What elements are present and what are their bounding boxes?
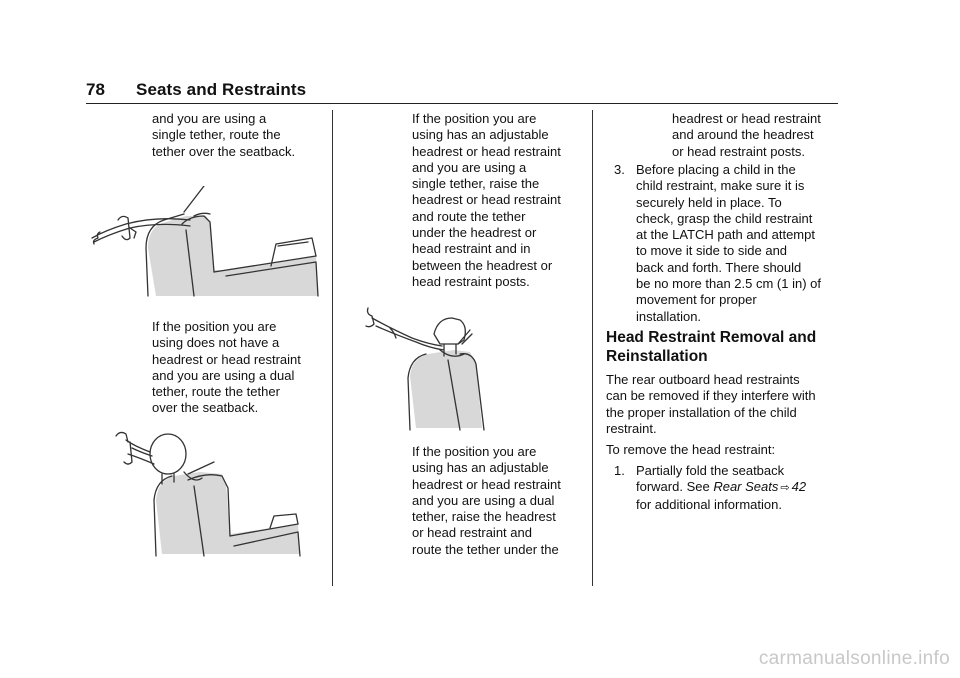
section-title: Seats and Restraints [136,80,307,99]
column-divider-2 [592,110,593,586]
col2-paragraph-2: If the position you are using has an adjustable headrest or head restraint and you are using a dual tether, raise the headrest or head restraint and route the tether under the [412,444,561,557]
step-1-text: Partially fold the seatback forward. See Rear Seats ⇨ 42 for additional information. [636,463,807,512]
col1-paragraph-1: and you are using a single tether, route the tether over the seatback. [152,111,296,159]
rear-seats-page-ref[interactable]: 42 [791,479,807,495]
page-number: 78 [86,80,106,99]
column-divider-1 [332,110,333,586]
col3-paragraph-2: To remove the head restraint: [606,442,776,457]
single-tether-under-raised-headrest-illustration [360,304,560,432]
col1-paragraph-2: If the position you are using does not have a headrest or head restraint and you are using a dual tether, route the tether over the seatback. [152,319,301,416]
step-1-number: 1. [614,463,625,478]
page-header [86,80,306,100]
section-heading: Head Restraint Removal and Reinstallation [606,329,817,365]
step-3-text: Before placing a child in the child restraint, make sure it is securely held in place. To check, grasp the child restraint at the LATCH path and attempt to move it side to side and back and forth. There should be no more than 2.5 cm (1 in) of movement for proper installation. [636,162,821,324]
col2-paragraph-1: If the position you are using has an adjustable headrest or head restraint and you are using a single tether, raise the headrest or head restraint and route the tether under the headrest or head restraint and in between the headrest or head restraint posts. [412,111,561,289]
col3-continuation: headrest or head restraint and around the headrest or head restraint posts. [672,111,821,159]
rear-seats-link[interactable]: Rear Seats [713,479,779,495]
watermark: carmanualsonline.info [758,648,950,669]
single-tether-over-seatback-illustration [86,186,328,304]
dual-tether-over-seatback-illustration [110,428,306,560]
col3-paragraph-1: The rear outboard head restraints can be removed if they interfere with the proper installation of the child restraint. [606,372,816,436]
page-reference-arrow-icon: ⇨ [780,482,790,495]
header-rule [86,103,838,104]
step-3-number: 3. [614,162,625,177]
